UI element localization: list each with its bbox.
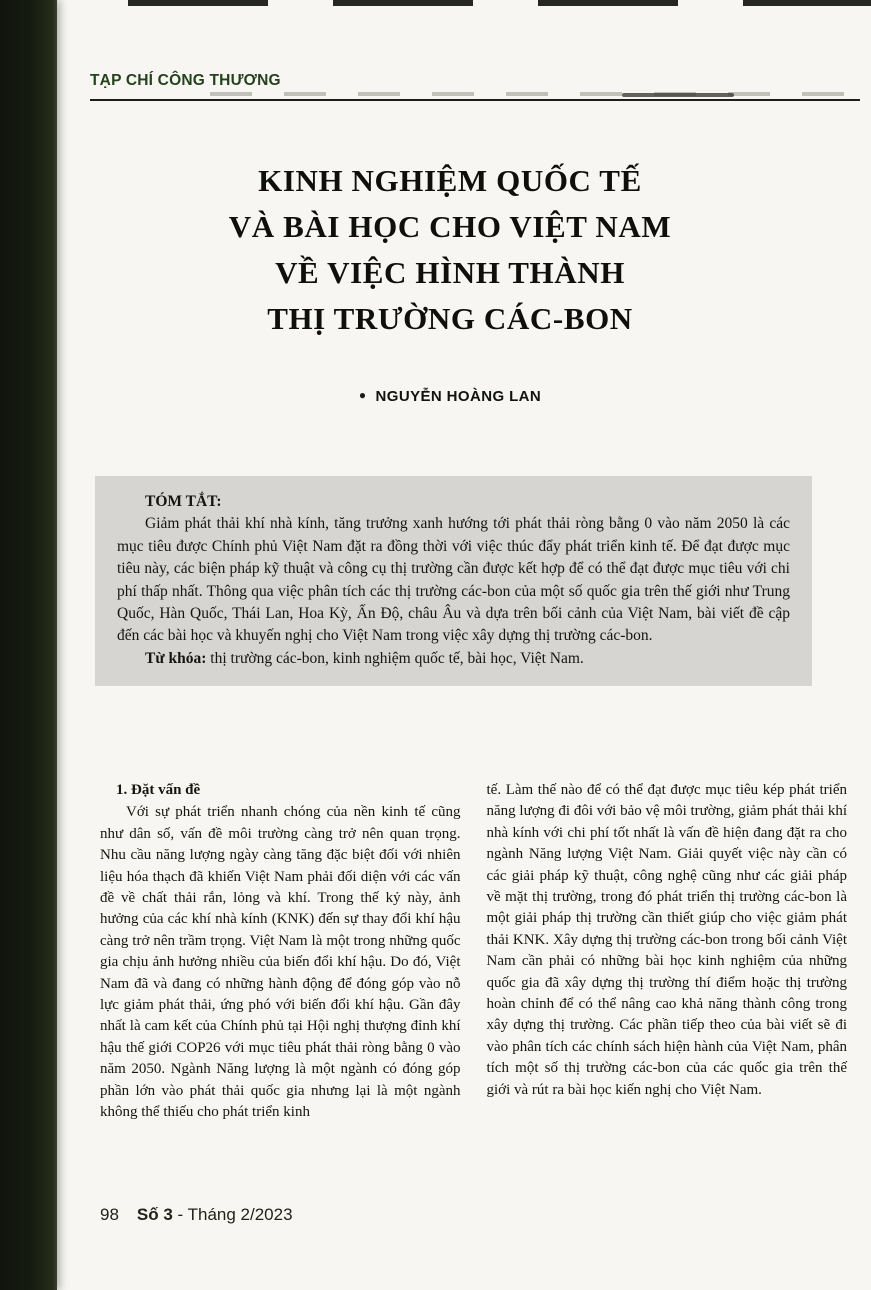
issue-date: - Tháng 2/2023 [172, 1205, 293, 1224]
keywords-line [117, 648, 790, 670]
body-paragraph: Với sự phát triển nhanh chóng của nền kinh tế cũng như dân số, vấn đề môi trường càng trở nên quan trọng. Nhu cầu năng lượng ngày càng tăng đặc biệt đối với nhiên liệu hóa thạch đã khiến Việt Nam phải đối diện với các vấn đề về chất thải rắn, lỏng và khí. Trong thế kỷ này, ảnh hưởng của các khí nhà kính (KNK) đến sự thay đổi khí hậu càng trở nên trầm trọng. Việt Nam là một trong những quốc gia chịu ảnh hưởng nhiều của biến đổi khí hậu. Do đó, Việt Nam đã và đang có những hành động để đóng góp vào nỗ lực giảm phát thải, ứng phó với biến đổi khí hậu. Gần đây nhất là cam kết của Chính phủ tại Hội nghị thượng đỉnh khí hậu thế giới COP26 với mục tiêu phát thải ròng bằng 0 vào năm 2050. Ngành Năng lượng là một ngành có đóng góp phần lớn vào phát thải quốc gia nhưng lại là một ngành không thể thiếu cho phát triển kinh [100, 804, 461, 1121]
header-divider-rule [90, 99, 860, 101]
bleed-through-marks [210, 92, 858, 96]
body-column-left [100, 780, 461, 1124]
page-number: 98 [100, 1205, 119, 1224]
abstract-text: Giảm phát thải khí nhà kính, tăng trưởng xanh hướng tới phát thải ròng bằng 0 vào năm 2050 là các mục tiêu được Chính phủ Việt Nam đặt ra đồng thời với việc thúc đẩy phát triển kinh tế. Để đạt được mục tiêu này, các biện pháp kỹ thuật và công cụ thị trường cần được kết hợp để có thể đạt được mục tiêu với chi phí thấp nhất. Thông qua việc phân tích các thị trường các-bon của một số quốc gia trên thế giới như Trung Quốc, Hàn Quốc, Thái Lan, Hoa Kỳ, Ấn Độ, châu Âu và dựa trên bối cảnh của Việt Nam, bài viết đề cập đến các bài học và khuyến nghị cho Việt Nam trong việc xây dựng thị trường các-bon. [117, 515, 790, 645]
article-title-line: KINH NGHIỆM QUỐC TẾ [258, 163, 642, 198]
issue-number: Số 3 [136, 1205, 173, 1224]
abstract-box [95, 476, 812, 686]
article-title [90, 158, 810, 342]
body-column-right [487, 780, 848, 1124]
author-line [90, 388, 810, 405]
scan-edge-artifact [128, 0, 871, 6]
section-heading: 1. Đặt vấn đề [116, 782, 201, 798]
article-title-line: THỊ TRƯỜNG CÁC-BON [267, 301, 633, 336]
body-paragraph: tế. Làm thế nào để có thể đạt được mục tiêu kép phát triển năng lượng đi đôi với bảo vệ môi trường, giảm phát thải khí nhà kính với chi phí tốt nhất là vấn đề hiện đang đặt ra cho ngành Năng lượng Việt Nam. Giải quyết việc này cần có các giải pháp kỹ thuật, công nghệ cũng như các giải pháp về mặt thị trường, trong đó phát triển thị trường các-bon là một giải pháp thị trường cần thiết giúp cho việc giảm phát thải KNK. Xây dựng thị trường các-bon trong bối cảnh Việt Nam cần phải có những bài học kinh nghiệm của những quốc gia đã xây dựng thị trường thí điểm hoặc thị trường hoàn chỉnh để có thể nâng cao khả năng thành công trong xây dựng thị trường. Các phần tiếp theo của bài viết sẽ đi vào phân tích các chính sách hiện hành của Việt Nam, phân tích một số thị trường các-bon của các quốc gia trên thế giới và rút ra bài học kiến nghị cho Việt Nam. [486, 782, 847, 1098]
keywords-text: thị trường các-bon, kinh nghiệm quốc tế, bài học, Việt Nam. [206, 649, 584, 667]
article-title-line: VÀ BÀI HỌC CHO VIỆT NAM [228, 209, 672, 244]
bullet-icon: ● [358, 388, 367, 402]
journal-name: TẠP CHÍ CÔNG THƯƠNG [90, 72, 281, 89]
abstract-heading: TÓM TẮT: [145, 493, 222, 510]
author-name: NGUYỄN HOÀNG LAN [375, 388, 542, 405]
bleed-through-dark-mark [622, 93, 734, 97]
keywords-label: Từ khóa: [145, 649, 207, 667]
page-binding-strip [0, 0, 57, 1290]
article-title-line: VỀ VIỆC HÌNH THÀNH [275, 255, 625, 290]
page-footer [100, 1205, 293, 1225]
article-body [100, 780, 847, 1124]
